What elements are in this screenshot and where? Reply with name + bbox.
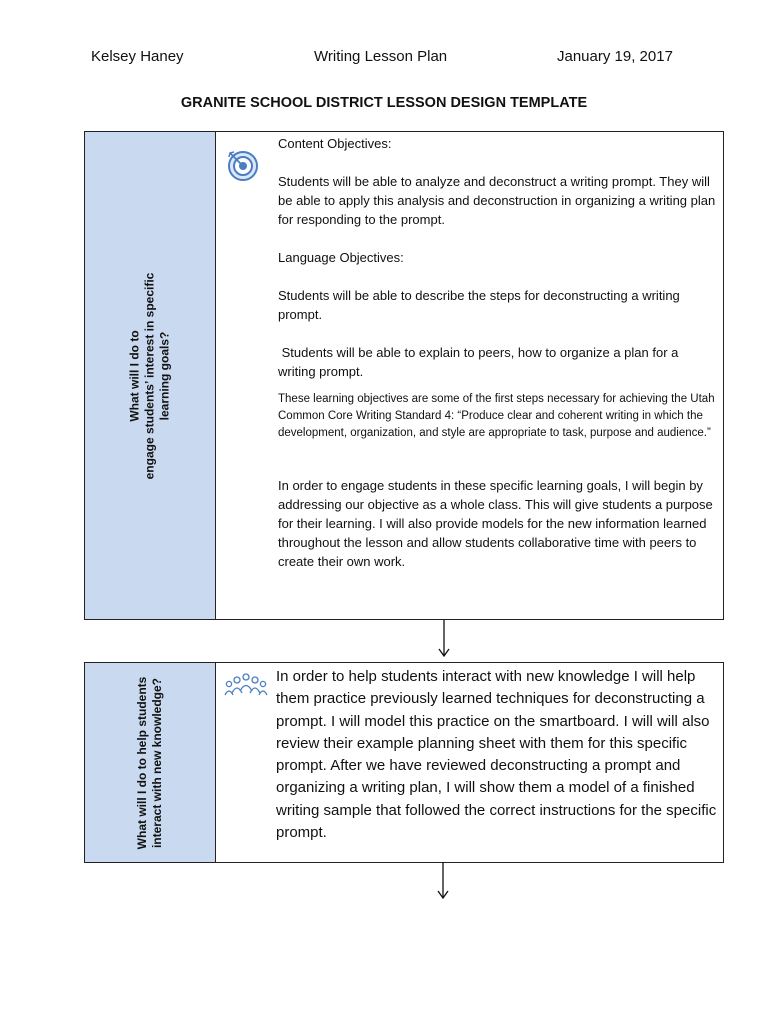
interact-content bbox=[276, 666, 721, 844]
language-objectives-heading: Language Objectives: bbox=[278, 250, 404, 265]
document-type: Writing Lesson Plan bbox=[314, 48, 448, 65]
content-objectives-heading: Content Objectives: bbox=[278, 136, 392, 151]
down-arrow-icon bbox=[436, 620, 452, 658]
language-objective-1: Students will be able to describe the steps for deconstructing a writing prompt. bbox=[278, 288, 680, 322]
down-arrow-icon bbox=[435, 862, 451, 900]
engage-strategy-text: In order to engage students in these specific learning goals, I will begin by addressing our objective as a whole class. This will give students a purpose for their learning. I will also provide models for the new information learned throughout the lesson and allow students collaborative time with peers to create their own work. bbox=[278, 478, 713, 569]
engage-side-label: What will I do to engage students’ interest in specific learning goals? bbox=[127, 272, 172, 479]
interact-body-text: In order to help students interact with new knowledge I will help them practice previously learned techniques for deconstructing a prompt. I will model this practice on the smartboard. I will will also review their example planning sheet with them for this specific prompt. After we have reviewed deconstructing a prompt and organizing a writing plan, I will show them a model of a finished writing sample that followed the correct instructions for the specific prompt. bbox=[276, 668, 717, 842]
interact-section bbox=[84, 662, 724, 863]
document-date: January 19, 2017 bbox=[557, 48, 673, 65]
standard-text: These learning objectives are some of the first steps necessary for achieving the Utah Common Core Writing Standard 4: “Produce clear and coherent writing in which the development, organization, and style are appropriate to task, purpose and audience.” bbox=[278, 393, 715, 439]
interact-side-panel bbox=[85, 663, 216, 862]
group-icon bbox=[224, 671, 268, 701]
engage-content bbox=[278, 134, 716, 571]
target-icon bbox=[226, 148, 260, 182]
content-objectives-text: Students will be able to analyze and deconstruct a writing prompt. They will be able to apply this analysis and deconstruction in organizing a writing plan for responding to the prompt. bbox=[278, 174, 716, 227]
interact-side-label: What will I do to help students interact with new knowledge? bbox=[135, 676, 164, 849]
language-objective-2: Students will be able to explain to peers, how to organize a plan for a writing prompt. bbox=[278, 345, 682, 379]
engage-section bbox=[84, 131, 724, 620]
engage-side-panel bbox=[85, 132, 216, 619]
author-name: Kelsey Haney bbox=[91, 48, 184, 65]
page-title: GRANITE SCHOOL DISTRICT LESSON DESIGN TEMPLATE bbox=[180, 95, 588, 111]
